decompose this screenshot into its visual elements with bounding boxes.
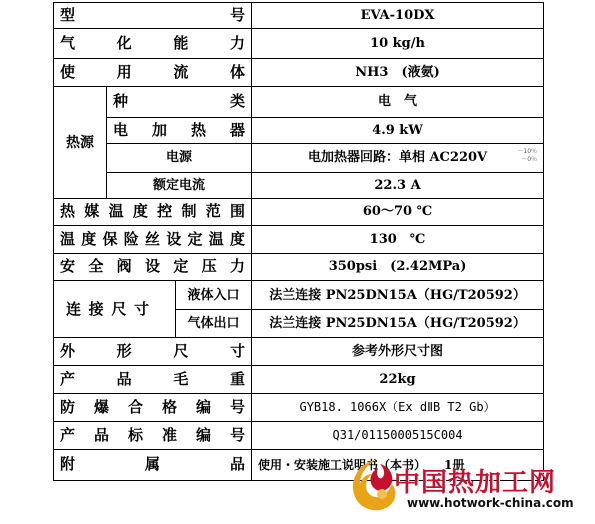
value-capacity: 10 kg/h bbox=[252, 29, 544, 59]
watermark-brand: 中国热加工网 bbox=[394, 468, 557, 498]
value-heater: 4.9 kW bbox=[252, 117, 544, 143]
row-temp-range bbox=[54, 198, 544, 225]
row-liquid-inlet bbox=[54, 280, 544, 309]
value-gas-outlet: 法兰连接 PN25DN15A（HG/T20592） bbox=[252, 310, 544, 338]
label-weight: 产品毛重 bbox=[54, 366, 252, 394]
row-capacity bbox=[54, 29, 544, 59]
label-gas-outlet: 气体出口 bbox=[176, 310, 252, 338]
label-fuse: 温度保险丝设定温度 bbox=[54, 225, 252, 253]
label-standard: 产品标准编号 bbox=[54, 421, 252, 449]
value-dimensions: 参考外形尺寸图 bbox=[252, 338, 544, 366]
label-safety-valve: 安全阀设定压力 bbox=[54, 253, 252, 280]
label-capacity: 气化能力 bbox=[54, 29, 252, 59]
tolerance-lower: －0％ bbox=[521, 155, 538, 163]
value-power-text: 电加热器回路：单相 AC220V bbox=[307, 150, 488, 166]
row-safety-valve bbox=[54, 253, 544, 280]
spec-table bbox=[53, 2, 544, 481]
value-model: EVA-10DX bbox=[252, 3, 544, 29]
row-fuse bbox=[54, 225, 544, 253]
tolerance-upper: －10％ bbox=[517, 147, 538, 155]
group-heat-source: 热源 bbox=[54, 87, 107, 198]
row-weight bbox=[54, 366, 544, 394]
label-model: 型号 bbox=[54, 3, 252, 29]
label-ex-cert: 防爆合格编号 bbox=[54, 394, 252, 421]
row-standard bbox=[54, 421, 544, 449]
value-fuse: 130 ℃ bbox=[252, 225, 544, 253]
value-liquid-inlet: 法兰连接 PN25DN15A（HG/T20592） bbox=[252, 280, 544, 309]
group-connection: 连接尺寸 bbox=[54, 280, 176, 337]
row-current bbox=[54, 172, 544, 198]
value-current: 22.3 A bbox=[252, 172, 544, 198]
value-fluid: NH3 (液氨) bbox=[252, 59, 544, 87]
label-dimensions: 外形尺寸 bbox=[54, 338, 252, 366]
row-heater bbox=[54, 117, 544, 143]
label-current: 额定电流 bbox=[107, 172, 252, 198]
label-heater: 电加热器 bbox=[107, 117, 252, 143]
label-temp-range: 热媒温度控制范围 bbox=[54, 198, 252, 225]
value-weight: 22kg bbox=[252, 366, 544, 394]
row-dimensions bbox=[54, 338, 544, 366]
label-fluid: 使用流体 bbox=[54, 59, 252, 87]
watermark bbox=[344, 452, 595, 524]
value-heat-kind: 电 气 bbox=[252, 87, 544, 117]
value-accessories: 使用・安装施工说明书（本书） 1册 bbox=[252, 449, 544, 480]
row-heat-kind bbox=[54, 87, 544, 117]
row-ex-cert bbox=[54, 394, 544, 421]
watermark-url: www.hotwork-china.com bbox=[407, 496, 574, 510]
label-heat-kind: 种类 bbox=[107, 87, 252, 117]
label-accessories: 附属品 bbox=[54, 449, 252, 480]
value-ex-cert: GYB18. 1066X（Ex dⅡB T2 Gb） bbox=[252, 394, 544, 421]
row-model bbox=[54, 3, 544, 29]
row-fluid bbox=[54, 59, 544, 87]
value-temp-range: 60～70 ℃ bbox=[252, 198, 544, 225]
value-standard: Q31/0115000515C004 bbox=[252, 421, 544, 449]
label-power: 电源 bbox=[107, 143, 252, 172]
value-safety-valve: 350psi (2.42MPa) bbox=[252, 253, 544, 280]
label-liquid-inlet: 液体入口 bbox=[176, 280, 252, 309]
row-power bbox=[54, 143, 544, 172]
value-power bbox=[252, 143, 544, 172]
